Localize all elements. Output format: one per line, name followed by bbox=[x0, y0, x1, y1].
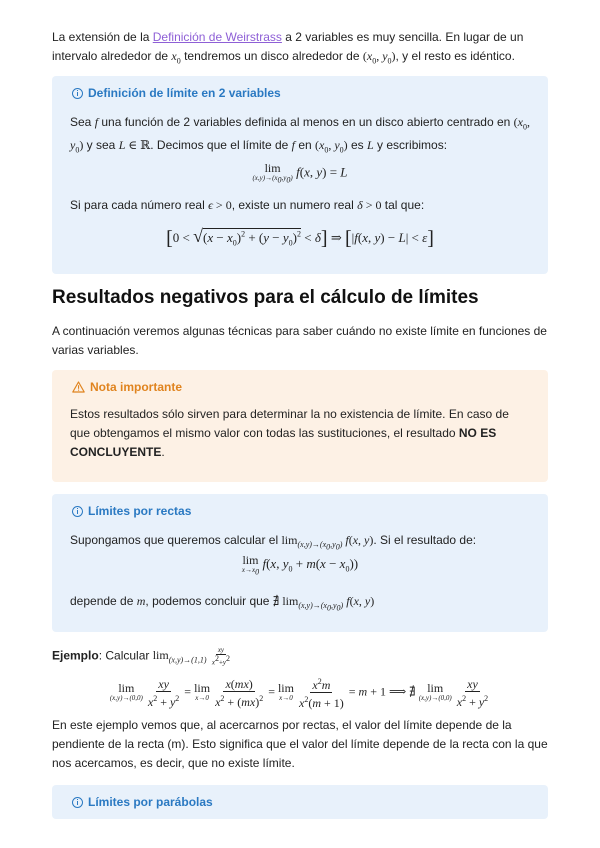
info-icon bbox=[72, 88, 83, 99]
definition-text: Sea f una función de 2 variables definida al menos en un disco abierto centrado en ($x_0$, $y_0$) y sea L ∈ ℝ. Decimos que el límite de f en ($x_0$, $y_0$) es L y escribimos: bbox=[70, 115, 530, 155]
note-box bbox=[52, 370, 548, 482]
intro-paragraph: La extensión de la Definición de Weirstrass a 2 variables es muy sencilla. En lugar de un intervalo alrededor de $x_0$ tendremos un disco alrededor de ($x_0$, $y_0$), y el resto es idéntico. bbox=[52, 30, 524, 66]
warning-icon bbox=[72, 381, 85, 393]
definition-box-title: Definición de límite en 2 variables bbox=[72, 86, 281, 100]
rectas-formula: lim $x\to x_0$ f(x, $y_0 + m(x - x_0)$) bbox=[241, 553, 359, 577]
info-icon bbox=[72, 506, 83, 517]
example-explanation: En este ejemplo vemos que, al acercarnos por rectas, el valor del límite depende de la pendiente de la recta (m). Esto significa que el valor del límite depende de la recta con la que nos acercamos, es decir, que no existe límite. bbox=[52, 718, 548, 770]
example-line: Ejemplo: Calcular $\lim_{(x,y)\to(1,1)}$ $\frac{xy}{x^2+y^2}$ bbox=[52, 646, 231, 667]
note-box-title: Nota importante bbox=[72, 380, 182, 394]
definition-box bbox=[52, 76, 548, 274]
rectas-conclusion: depende de m, podemos concluir que ∄ $\lim_{(x,y)\to(x_0,y_0)} f(x$, y) bbox=[70, 594, 375, 613]
epsilon-delta-formula: $[0 < √(x - x_0)^2 + (y - y_0)^2 < \delta]$ ⇒ [|f(x, y) − L| < ε] bbox=[166, 226, 434, 250]
epsilon-text: Si para cada número real ϵ > 0, existe un numero real δ > 0 tal que: bbox=[70, 198, 425, 212]
rectas-box bbox=[52, 494, 548, 632]
note-text: Estos resultados sólo sirven para determinar la no existencia de límite. En caso de que obtengamos el mismo valor con todas las sustituciones, el resultado NO ES CONCLUYENTE. bbox=[70, 407, 509, 459]
info-icon bbox=[72, 797, 83, 808]
rectas-box-title: Límites por rectas bbox=[72, 504, 191, 518]
parabolas-box bbox=[52, 785, 548, 819]
parabolas-box-title: Límites por parábolas bbox=[72, 795, 213, 809]
limit-formula: lim $(x,y)\to(x_0,y_0)$ f(x, y) = L bbox=[252, 161, 348, 185]
rectas-text: Supongamos que queremos calcular el $\lim_{(x,y)\to(x_0,y_0)} f(x$, y). Si el resultado de: bbox=[70, 533, 477, 552]
section-heading: Resultados negativos para el cálculo de límites bbox=[52, 287, 479, 308]
example-formula: lim (x,y)→(0,0) $\frac{xy}{x^2 + y^2}$ = lim x→0 $\frac{x(mx)}{x^2 + (mx)^2}$ = lim x→0 $\frac{x^2m}{x^2(m + 1)}$ = m + 1 ⟹ ∄ lim (x,y)→(0,0) $\frac{xy}{x^2 + y^2}$ bbox=[109, 676, 489, 710]
weirstrass-link[interactable]: Definición de Weirstrass bbox=[152, 30, 282, 44]
section-intro: A continuación veremos algunas técnicas para saber cuándo no existe límite en funciones de varias variables. bbox=[52, 324, 547, 357]
